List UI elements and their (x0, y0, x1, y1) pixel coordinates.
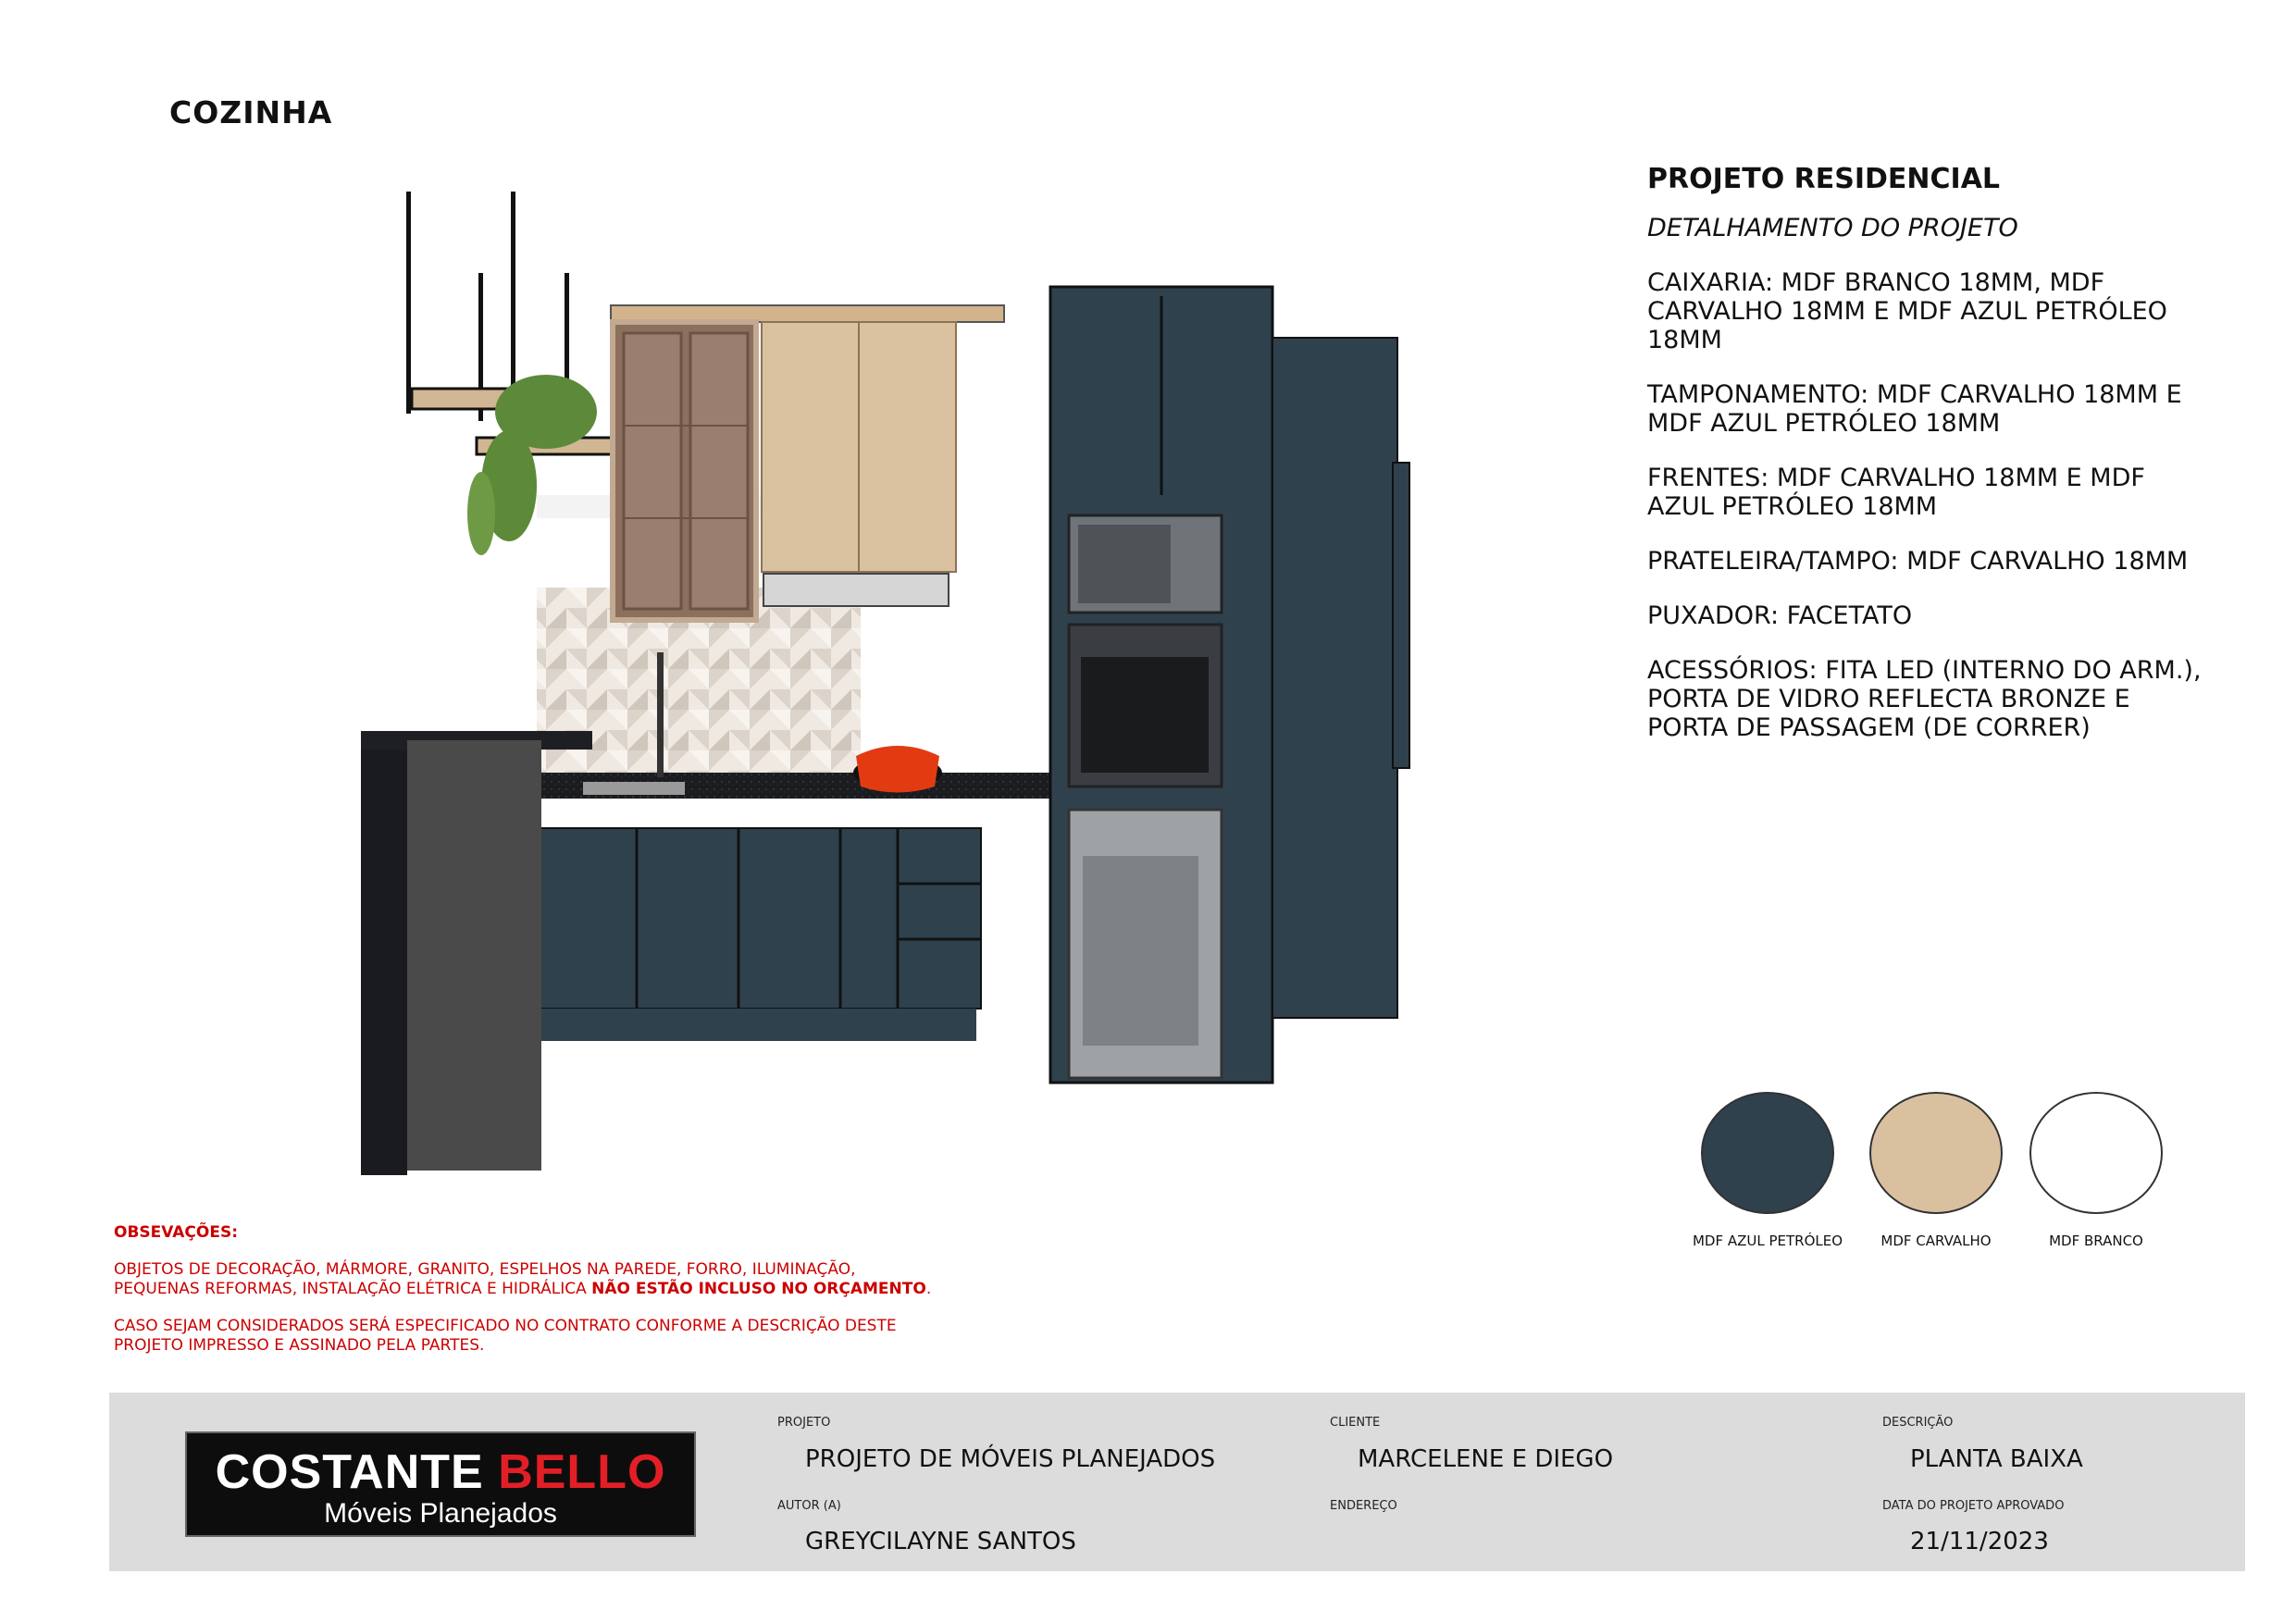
observations-paragraph (114, 1260, 965, 1299)
logo-tagline: Móveis Planejados (324, 1498, 557, 1529)
autor-label: AUTOR (A) (777, 1499, 841, 1513)
observations-title: OBSEVAÇÕES: (114, 1223, 239, 1242)
range-hood (763, 574, 949, 606)
spec-panel (1647, 165, 2203, 768)
observations-text: PROJETO IMPRESSO E ASSINADO PELA PARTES. (114, 1336, 485, 1355)
observations-emphasis: NÃO ESTÃO INCLUSO NO ORÇAMENTO (591, 1280, 926, 1298)
fridge-panel (1272, 338, 1397, 1018)
descricao-value: PLANTA BAIXA (1910, 1445, 2083, 1473)
autor-value: GREYCILAYNE SANTOS (805, 1528, 1076, 1555)
swatch-branco (2029, 1092, 2163, 1214)
base-cabinets (537, 828, 981, 1009)
cliente-value: MARCELENE E DIEGO (1358, 1445, 1614, 1473)
logo-word-red: BELLO (498, 1445, 666, 1499)
spec-line-tamponamento: TAMPONAMENTO: MDF CARVALHO 18MM E MDF AZUL PETRÓLEO 18MM (1647, 380, 2182, 438)
observations-text: . (925, 1280, 932, 1298)
data-label: DATA DO PROJETO APROVADO (1882, 1499, 2065, 1513)
observations-text: CASO SEJAM CONSIDERADOS SERÁ ESPECIFICADO NO CONTRATO CONFORME A DESCRIÇÃO DESTE (114, 1317, 897, 1335)
spec-subheading: DETALHAMENTO DO PROJETO (1647, 214, 2018, 242)
projeto-value: PROJETO DE MÓVEIS PLANEJADOS (805, 1445, 1216, 1473)
endereco-label: ENDEREÇO (1330, 1499, 1397, 1513)
kitchen-render-illustration (342, 180, 1434, 1175)
data-value: 21/11/2023 (1910, 1528, 2049, 1555)
spec-line-acessorios: ACESSÓRIOS: FITA LED (INTERNO DO ARM.), PORTA DE VIDRO REFLECTA BRONZE E PORTA DE PASSAGEM (DE CORRER) (1647, 656, 2202, 742)
projeto-label: PROJETO (777, 1416, 831, 1430)
observations-paragraph (114, 1317, 965, 1356)
observations (114, 1223, 965, 1373)
spec-line-prateleira: PRATELEIRA/TAMPO: MDF CARVALHO 18MM (1647, 547, 2189, 576)
spec-line-puxador: PUXADOR: FACETATO (1647, 601, 1913, 630)
oak-cabinet (762, 322, 956, 606)
sink (583, 782, 685, 795)
red-pot (856, 746, 939, 793)
swatch-label: MDF AZUL PETRÓLEO (1692, 1233, 1843, 1249)
spec-line-caixaria: CAIXARIA: MDF BRANCO 18MM, MDF CARVALHO 18MM E MDF AZUL PETRÓLEO 18MM (1647, 268, 2167, 354)
observations-text: PEQUENAS REFORMAS, INSTALAÇÃO ELÉTRICA E HIDRÁLICA (114, 1280, 592, 1298)
swatch-azul-petroleo (1701, 1092, 1834, 1214)
company-logo (185, 1431, 696, 1537)
logo-word: COSTANTE (215, 1445, 484, 1499)
swatch-carvalho (1869, 1092, 2003, 1214)
cliente-label: CLIENTE (1330, 1416, 1381, 1430)
spec-heading: PROJETO RESIDENCIAL (1647, 163, 2001, 195)
page-title: COZINHA (169, 94, 333, 130)
observations-text: OBJETOS DE DECORAÇÃO, MÁRMORE, GRANITO, ESPELHOS NA PAREDE, FORRO, ILUMINAÇÃO, (114, 1260, 856, 1279)
descricao-label: DESCRIÇÃO (1882, 1416, 1954, 1430)
swatch-label: MDF BRANCO (2049, 1233, 2143, 1249)
glass-cabinet (613, 322, 756, 620)
spec-line-frentes: FRENTES: MDF CARVALHO 18MM E MDF AZUL PETRÓLEO 18MM (1647, 464, 2145, 521)
swatch-label: MDF CARVALHO (1880, 1233, 1992, 1249)
